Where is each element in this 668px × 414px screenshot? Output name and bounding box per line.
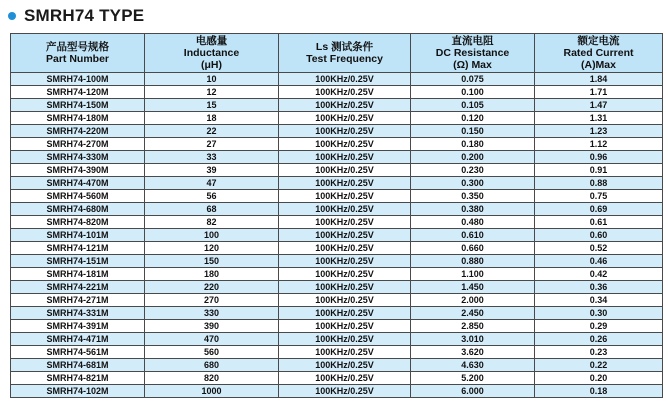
cell-dc-resistance: 0.075: [411, 73, 535, 86]
cell-part-number: SMRH74-820M: [11, 216, 145, 229]
cell-inductance: 33: [145, 151, 279, 164]
cell-test-frequency: 100KHz/0.25V: [279, 138, 411, 151]
table-row: [11, 229, 663, 242]
cell-part-number: SMRH74-271M: [11, 294, 145, 307]
cell-inductance: 120: [145, 242, 279, 255]
cell-test-frequency: 100KHz/0.25V: [279, 346, 411, 359]
cell-rated-current: 0.34: [535, 294, 663, 307]
cell-rated-current: 0.30: [535, 307, 663, 320]
table-row: [11, 242, 663, 255]
cell-rated-current: 1.84: [535, 73, 663, 86]
cell-test-frequency: 100KHz/0.25V: [279, 151, 411, 164]
cell-rated-current: 0.75: [535, 190, 663, 203]
cell-part-number: SMRH74-561M: [11, 346, 145, 359]
cell-dc-resistance: 1.450: [411, 281, 535, 294]
cell-test-frequency: 100KHz/0.25V: [279, 229, 411, 242]
cell-dc-resistance: 0.120: [411, 112, 535, 125]
cell-test-frequency: 100KHz/0.25V: [279, 385, 411, 398]
cell-inductance: 470: [145, 333, 279, 346]
cell-rated-current: 0.23: [535, 346, 663, 359]
table-row: [11, 125, 663, 138]
header-line: Ls 测试条件: [315, 41, 374, 53]
header-line: (Ω) Max: [453, 59, 492, 71]
cell-test-frequency: 100KHz/0.25V: [279, 372, 411, 385]
page-heading: [8, 6, 144, 26]
cell-part-number: SMRH74-181M: [11, 268, 145, 281]
cell-dc-resistance: 0.230: [411, 164, 535, 177]
cell-part-number: SMRH74-100M: [11, 73, 145, 86]
cell-test-frequency: 100KHz/0.25V: [279, 190, 411, 203]
table-row: [11, 73, 663, 86]
cell-part-number: SMRH74-560M: [11, 190, 145, 203]
cell-inductance: 820: [145, 372, 279, 385]
cell-rated-current: 0.60: [535, 229, 663, 242]
header-line: Rated Current: [563, 47, 634, 59]
cell-part-number: SMRH74-471M: [11, 333, 145, 346]
cell-dc-resistance: 3.010: [411, 333, 535, 346]
cell-part-number: SMRH74-221M: [11, 281, 145, 294]
table-row: [11, 320, 663, 333]
cell-inductance: 100: [145, 229, 279, 242]
table-row: [11, 281, 663, 294]
cell-dc-resistance: 0.105: [411, 99, 535, 112]
cell-dc-resistance: 0.480: [411, 216, 535, 229]
cell-dc-resistance: 2.850: [411, 320, 535, 333]
table-row: [11, 177, 663, 190]
table-row: [11, 99, 663, 112]
cell-part-number: SMRH74-331M: [11, 307, 145, 320]
cell-test-frequency: 100KHz/0.25V: [279, 307, 411, 320]
cell-dc-resistance: 0.300: [411, 177, 535, 190]
cell-test-frequency: 100KHz/0.25V: [279, 268, 411, 281]
table-row: [11, 216, 663, 229]
cell-inductance: 68: [145, 203, 279, 216]
cell-dc-resistance: 0.880: [411, 255, 535, 268]
cell-inductance: 180: [145, 268, 279, 281]
cell-part-number: SMRH74-121M: [11, 242, 145, 255]
cell-inductance: 1000: [145, 385, 279, 398]
cell-inductance: 680: [145, 359, 279, 372]
table-row: [11, 112, 663, 125]
cell-rated-current: 0.52: [535, 242, 663, 255]
cell-rated-current: 0.69: [535, 203, 663, 216]
cell-test-frequency: 100KHz/0.25V: [279, 333, 411, 346]
cell-test-frequency: 100KHz/0.25V: [279, 294, 411, 307]
table-row: [11, 294, 663, 307]
cell-rated-current: 1.47: [535, 99, 663, 112]
table-row: [11, 385, 663, 398]
cell-rated-current: 0.61: [535, 216, 663, 229]
cell-rated-current: 1.23: [535, 125, 663, 138]
cell-rated-current: 0.26: [535, 333, 663, 346]
cell-part-number: SMRH74-151M: [11, 255, 145, 268]
header-dc-resistance: [411, 34, 535, 73]
table-body: [11, 73, 663, 398]
header-inductance: [145, 34, 279, 73]
cell-inductance: 27: [145, 138, 279, 151]
cell-inductance: 22: [145, 125, 279, 138]
cell-dc-resistance: 4.630: [411, 359, 535, 372]
cell-test-frequency: 100KHz/0.25V: [279, 86, 411, 99]
cell-inductance: 39: [145, 164, 279, 177]
cell-dc-resistance: 0.350: [411, 190, 535, 203]
cell-dc-resistance: 0.100: [411, 86, 535, 99]
cell-part-number: SMRH74-102M: [11, 385, 145, 398]
cell-inductance: 82: [145, 216, 279, 229]
cell-part-number: SMRH74-120M: [11, 86, 145, 99]
cell-rated-current: 0.46: [535, 255, 663, 268]
cell-dc-resistance: 0.610: [411, 229, 535, 242]
header-part-number: [11, 34, 145, 73]
cell-dc-resistance: 2.000: [411, 294, 535, 307]
cell-rated-current: 1.12: [535, 138, 663, 151]
cell-part-number: SMRH74-821M: [11, 372, 145, 385]
table-row: [11, 359, 663, 372]
cell-dc-resistance: 0.200: [411, 151, 535, 164]
cell-rated-current: 1.71: [535, 86, 663, 99]
cell-part-number: SMRH74-391M: [11, 320, 145, 333]
cell-inductance: 18: [145, 112, 279, 125]
cell-part-number: SMRH74-270M: [11, 138, 145, 151]
table-row: [11, 190, 663, 203]
cell-test-frequency: 100KHz/0.25V: [279, 255, 411, 268]
cell-part-number: SMRH74-150M: [11, 99, 145, 112]
header-line: 电感量: [195, 35, 228, 47]
cell-test-frequency: 100KHz/0.25V: [279, 281, 411, 294]
bullet-icon: [8, 12, 16, 20]
cell-inductance: 12: [145, 86, 279, 99]
cell-dc-resistance: 3.620: [411, 346, 535, 359]
table-row: [11, 346, 663, 359]
cell-part-number: SMRH74-330M: [11, 151, 145, 164]
table-row: [11, 86, 663, 99]
cell-part-number: SMRH74-680M: [11, 203, 145, 216]
cell-test-frequency: 100KHz/0.25V: [279, 112, 411, 125]
cell-rated-current: 0.96: [535, 151, 663, 164]
cell-rated-current: 0.20: [535, 372, 663, 385]
header-line: Inductance: [183, 47, 240, 59]
cell-inductance: 56: [145, 190, 279, 203]
header-line: Test Frequency: [306, 53, 383, 65]
table-row: [11, 268, 663, 281]
cell-inductance: 150: [145, 255, 279, 268]
cell-test-frequency: 100KHz/0.25V: [279, 73, 411, 86]
cell-inductance: 10: [145, 73, 279, 86]
header-line: 额定电流: [577, 35, 620, 47]
header-line: (μH): [201, 59, 222, 71]
cell-dc-resistance: 0.180: [411, 138, 535, 151]
table-row: [11, 138, 663, 151]
cell-rated-current: 1.31: [535, 112, 663, 125]
header-line: (A)Max: [580, 59, 616, 71]
cell-inductance: 220: [145, 281, 279, 294]
table-header-row: [11, 34, 663, 73]
cell-dc-resistance: 0.380: [411, 203, 535, 216]
table-row: [11, 307, 663, 320]
table-row: [11, 333, 663, 346]
cell-dc-resistance: 0.660: [411, 242, 535, 255]
cell-part-number: SMRH74-220M: [11, 125, 145, 138]
header-line: Part Number: [45, 53, 109, 65]
cell-dc-resistance: 1.100: [411, 268, 535, 281]
cell-dc-resistance: 0.150: [411, 125, 535, 138]
cell-test-frequency: 100KHz/0.25V: [279, 164, 411, 177]
cell-rated-current: 0.91: [535, 164, 663, 177]
cell-test-frequency: 100KHz/0.25V: [279, 177, 411, 190]
cell-test-frequency: 100KHz/0.25V: [279, 99, 411, 112]
header-test-frequency: [279, 34, 411, 73]
cell-inductance: 15: [145, 99, 279, 112]
cell-rated-current: 0.36: [535, 281, 663, 294]
cell-rated-current: 0.29: [535, 320, 663, 333]
cell-test-frequency: 100KHz/0.25V: [279, 359, 411, 372]
cell-part-number: SMRH74-101M: [11, 229, 145, 242]
cell-dc-resistance: 6.000: [411, 385, 535, 398]
cell-inductance: 560: [145, 346, 279, 359]
table-row: [11, 255, 663, 268]
cell-inductance: 47: [145, 177, 279, 190]
cell-test-frequency: 100KHz/0.25V: [279, 320, 411, 333]
cell-test-frequency: 100KHz/0.25V: [279, 203, 411, 216]
cell-test-frequency: 100KHz/0.25V: [279, 125, 411, 138]
cell-rated-current: 0.22: [535, 359, 663, 372]
table-row: [11, 151, 663, 164]
table-row: [11, 164, 663, 177]
cell-rated-current: 0.42: [535, 268, 663, 281]
header-line: 直流电阻: [451, 35, 494, 47]
table-row: [11, 203, 663, 216]
cell-inductance: 270: [145, 294, 279, 307]
header-line: 产品型号规格: [46, 41, 109, 53]
table-row: [11, 372, 663, 385]
cell-dc-resistance: 5.200: [411, 372, 535, 385]
cell-rated-current: 0.18: [535, 385, 663, 398]
spec-table: [10, 33, 663, 398]
cell-inductance: 390: [145, 320, 279, 333]
page-title: SMRH74 TYPE: [24, 6, 145, 25]
cell-test-frequency: 100KHz/0.25V: [279, 216, 411, 229]
header-line: DC Resistance: [435, 47, 510, 59]
cell-test-frequency: 100KHz/0.25V: [279, 242, 411, 255]
header-rated-current: [535, 34, 663, 73]
cell-part-number: SMRH74-180M: [11, 112, 145, 125]
cell-part-number: SMRH74-390M: [11, 164, 145, 177]
cell-part-number: SMRH74-470M: [11, 177, 145, 190]
cell-rated-current: 0.88: [535, 177, 663, 190]
cell-inductance: 330: [145, 307, 279, 320]
cell-part-number: SMRH74-681M: [11, 359, 145, 372]
cell-dc-resistance: 2.450: [411, 307, 535, 320]
